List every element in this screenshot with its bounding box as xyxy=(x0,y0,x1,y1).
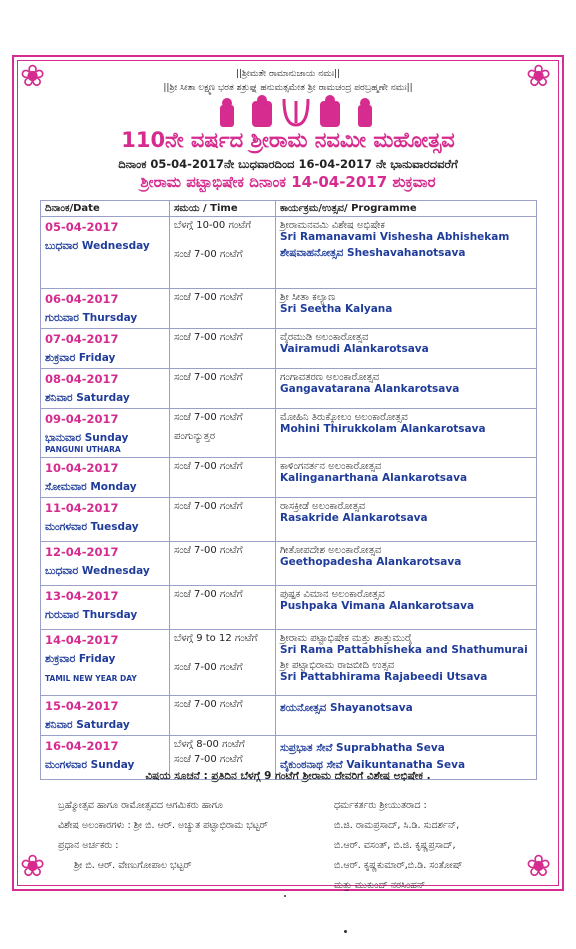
coronation-date: ಶ್ರೀರಾಮ ಪಟ್ಟಾಭಿಷೇಕ ದಿನಾಂಕ 14-04-2017 ಶುಕ್ರವಾರ xyxy=(140,173,436,191)
date-cell xyxy=(41,458,170,498)
event-note: TAMIL NEW YEAR DAY xyxy=(45,674,137,683)
event-time: ಸಂಜೆ 7-00 ಗಂಟೆಗೆ xyxy=(174,461,243,472)
programme-name-en: Gangavatarana Alankarotsava xyxy=(280,383,460,395)
programme-name-en: Sri Seetha Kalyana xyxy=(280,303,393,315)
event-time: ಸಂಜೆ 7-00 ಗಂಟೆಗೆ xyxy=(174,249,243,260)
event-time: ಸಂಜೆ 7-00 ಗಂಟೆಗೆ xyxy=(174,699,243,710)
event-day: ಮಂಗಳವಾರ Sunday xyxy=(45,759,135,771)
event-date: 08-04-2017 xyxy=(45,372,119,386)
programme-name: ಮೋಹಿನಿ ತಿರುಕ್ಕೋಲಂ ಅಲಂಕಾರೋತ್ಸವ xyxy=(280,412,408,423)
event-date: 10-04-2017 xyxy=(45,461,119,475)
table-row xyxy=(41,369,537,409)
time-cell xyxy=(170,458,276,498)
table-header-row xyxy=(41,201,537,217)
date-cell xyxy=(41,586,170,630)
floral-corner-icon: ❀ xyxy=(526,59,552,94)
programme-cell xyxy=(276,630,537,696)
event-date: 11-04-2017 xyxy=(45,501,119,515)
event-time: ಸಂಜೆ 7-00 ಗಂಟೆಗೆ xyxy=(174,754,243,765)
event-time: ಸಂಜೆ 7-00 ಗಂಟೆಗೆ xyxy=(174,589,243,600)
event-date: 09-04-2017 xyxy=(45,412,119,426)
event-time: ಸಂಜೆ 7-00 ಗಂಟೆಗೆ xyxy=(174,501,243,512)
event-time: ಸಂಜೆ 7-00 ಗಂಟೆಗೆ xyxy=(174,412,243,423)
event-day: ಶನಿವಾರ Saturday xyxy=(45,719,130,731)
event-time: ಸಂಜೆ 7-00 ಗಂಟೆಗೆ xyxy=(174,662,243,673)
floral-corner-icon: ❀ xyxy=(526,849,552,884)
time-cell xyxy=(170,369,276,409)
deity-icon xyxy=(216,95,376,129)
event-time: ಬೆಳಗ್ಗೆ 10-00 ಗಂಟೆಗೆ xyxy=(174,220,252,231)
event-day: ಗುರುವಾರ Thursday xyxy=(45,609,138,621)
programme-cell xyxy=(276,409,537,458)
event-date: 06-04-2017 xyxy=(45,292,119,306)
programme-cell xyxy=(276,329,537,369)
speck xyxy=(344,930,347,933)
programme-name: ಶಯನೋತ್ಸವ Shayanotsava xyxy=(280,702,413,714)
event-date: 16-04-2017 xyxy=(45,739,119,753)
programme-cell xyxy=(276,369,537,409)
time-cell xyxy=(170,630,276,696)
speck xyxy=(284,895,286,897)
time-cell xyxy=(170,586,276,630)
programme-name: ಶೇಷವಾಹನೋತ್ಸವ Sheshavahanotsava xyxy=(280,247,466,259)
event-date: 14-04-2017 xyxy=(45,633,119,647)
footer-line: ಬಿ.ಆರ್. ವಸಂತ್, ಬಿ.ಜಿ. ಕೃಷ್ಣಪ್ರಸಾದ್, xyxy=(334,840,456,851)
footer-trustees xyxy=(334,796,544,896)
programme-name: ಶ್ರೀರಾಮ ಪಟ್ಟಾಭಿಷೇಕ ಮತ್ತು ಶಾತ್ತುಮುರೈ xyxy=(280,633,413,644)
event-note: PANGUNI UTHARA xyxy=(45,445,121,454)
event-time: ಬೆಳಗ್ಗೆ 9 to 12 ಗಂಟೆಗೆ xyxy=(174,633,258,644)
footer-line: ಬ್ರಹ್ಮೋತ್ಸವ ಹಾಗೂ ರಾಮೋತ್ಸವದ ಆಗಮಿಕರು ಹಾಗೂ xyxy=(58,800,223,811)
table-row xyxy=(41,630,537,696)
schedule-table xyxy=(40,200,537,780)
programme-name-en: Kalinganarthana Alankarotsava xyxy=(280,472,468,484)
programme-name-en: Rasakride Alankarotsava xyxy=(280,512,428,524)
event-time: ಸಂಜೆ 7-00 ಗಂಟೆಗೆ xyxy=(174,292,243,303)
table-row xyxy=(41,586,537,630)
event-date: 15-04-2017 xyxy=(45,699,119,713)
event-day: ಬುಧವಾರ Wednesday xyxy=(45,240,150,252)
date-cell xyxy=(41,630,170,696)
footer-line: ಶ್ರೀ ಬಿ. ಆರ್. ವೇಣುಗೋಪಾಲ ಭಟ್ಟರ್ xyxy=(74,860,192,871)
time-cell xyxy=(170,409,276,458)
programme-name: ಶ್ರೀ ಪಟ್ಟಾಭಿರಾಮ ರಾಜಬೀದಿ ಉತ್ಸವ xyxy=(280,660,395,671)
programme-name: ವೈಕುಂಠನಾಥ ಸೇವೆ Vaikuntanatha Seva xyxy=(280,759,466,771)
event-time: ಬೆಳಗ್ಗೆ 8-00 ಗಂಟೆಗೆ xyxy=(174,739,245,750)
header-line-2: ||ಶ್ರೀ ಸೀತಾ ಲಕ್ಷ್ಮಣ ಭರತ ಶತ್ರುಘ್ನ ಹನುಮತ್ಸಮೇತ ಶ್ರೀ ರಾಮಚಂದ್ರ ಪರಬ್ರಹ್ಮಣೇ ನಮಃ|| xyxy=(163,83,413,93)
table-row xyxy=(41,542,537,586)
date-range: ದಿನಾಂಕ 05-04-2017ನೇ ಬುಧವಾರದಿಂದ 16-04-2017 ನೇ ಭಾನುವಾರದವರೆಗೆ xyxy=(118,157,458,171)
programme-name: ಗಂಗಾವತರಣ ಅಲಂಕಾರೋತ್ಸವ xyxy=(280,372,380,383)
date-cell xyxy=(41,329,170,369)
programme-name: ಕಾಳಿಂಗನರ್ತನ ಅಲಂಕಾರೋತ್ಸವ xyxy=(280,461,382,472)
table-body xyxy=(41,217,537,780)
table-row xyxy=(41,217,537,289)
header-line-1: ||ಶ್ರೀಮತೇ ರಾಮಾನುಜಾಯ ನಮಃ|| xyxy=(235,69,341,79)
programme-name: ವೈರಮುಡಿ ಅಲಂಕಾರೋತ್ಸವ xyxy=(280,332,369,343)
time-cell xyxy=(170,329,276,369)
event-time: ಸಂಜೆ 7-00 ಗಂಟೆಗೆ xyxy=(174,372,243,383)
programme-name: ರಾಸಕ್ರೀಡೆ ಅಲಂಕಾರೋತ್ಸವ xyxy=(280,501,366,512)
programme-name: ಶ್ರೀ ಸೀತಾ ಕಲ್ಯಾಣ xyxy=(280,292,336,303)
time-cell xyxy=(170,498,276,542)
programme-cell xyxy=(276,217,537,289)
table-row xyxy=(41,696,537,736)
event-date: 07-04-2017 xyxy=(45,332,119,346)
event-time: ಸಂಜೆ 7-00 ಗಂಟೆಗೆ xyxy=(174,332,243,343)
date-cell xyxy=(41,696,170,736)
programme-cell xyxy=(276,458,537,498)
event-day: ಮಂಗಳವಾರ Tuesday xyxy=(45,521,139,533)
column-header: ಸಮಯ / Time xyxy=(170,201,276,217)
event-day: ಸೋಮವಾರ Monday xyxy=(45,481,137,493)
floral-corner-icon: ❀ xyxy=(20,59,46,94)
programme-name-en: Pushpaka Vimana Alankarotsava xyxy=(280,600,475,612)
programme-name: ಶ್ರೀರಾಮನವಮಿ ವಿಶೇಷ ಅಭಿಷೇಕ xyxy=(280,220,385,231)
event-date: 13-04-2017 xyxy=(45,589,119,603)
programme-name-en: Sri Rama Pattabhisheka and Shathumurai xyxy=(280,644,528,656)
table-row xyxy=(41,329,537,369)
programme-name: ಗೀತೋಪದೇಶ ಅಲಂಕಾರೋತ್ಸವ xyxy=(280,545,382,556)
table-row xyxy=(41,289,537,329)
footer-line: ಬಿ.ಜಿ. ರಾಮಪ್ರಸಾದ್, ಸಿ.ಡಿ. ಸುದರ್ಶನ್, xyxy=(334,820,460,831)
table-row xyxy=(41,498,537,542)
table-row xyxy=(41,409,537,458)
table-row xyxy=(41,458,537,498)
event-day: ಶನಿವಾರ Saturday xyxy=(45,392,130,404)
date-cell xyxy=(41,289,170,329)
programme-cell xyxy=(276,586,537,630)
event-time: ಸಂಜೆ 7-00 ಗಂಟೆಗೆ xyxy=(174,545,243,556)
footer-priests xyxy=(58,796,308,876)
programme-name-en: Sri Ramanavami Vishesha Abhishekam xyxy=(280,231,510,243)
time-cell xyxy=(170,217,276,289)
footer-line: ವಿಶೇಷ ಅಲಂಕಾರಗಳು : ಶ್ರೀ ಬಿ. ಆರ್. ಅಚ್ಯುತ ಪಟ್ಟಾಭಿರಾಮ ಭಟ್ಟರ್ xyxy=(58,820,268,831)
column-header: ಕಾರ್ಯಕ್ರಮ/ಉತ್ಸವ/ Programme xyxy=(276,201,537,217)
event-day: ಶುಕ್ರವಾರ Friday xyxy=(45,653,116,665)
date-cell xyxy=(41,217,170,289)
programme-name-en: Sri Pattabhirama Rajabeedi Utsava xyxy=(280,671,488,683)
footer-line: ಪ್ರಧಾನ ಅರ್ಚಕರು : xyxy=(58,840,119,851)
special-note: ವಿಷಯ ಸೂಚನೆ : ಪ್ರತಿದಿನ ಬೆಳಗ್ಗೆ 9 ಗಂಟೆಗೆ ಶ್ರೀರಾಮ ದೇವರಿಗೆ ವಿಶೇಷ ಅಭಿಷೇಕ . xyxy=(145,770,431,782)
programme-name-en: Geethopadesha Alankarotsava xyxy=(280,556,462,568)
date-cell xyxy=(41,369,170,409)
event-date: 05-04-2017 xyxy=(45,220,119,234)
programme-cell xyxy=(276,498,537,542)
floral-corner-icon: ❀ xyxy=(20,849,46,884)
footer-line: ಧರ್ಮಕರ್ತರು ಶ್ರೀಯುತರಾದ : xyxy=(334,800,427,811)
date-cell xyxy=(41,409,170,458)
programme-cell xyxy=(276,289,537,329)
event-time: ಪಂಗುನ್ಯುತ್ತರ xyxy=(174,431,215,442)
programme-name: ಸುಪ್ರಭಾತ ಸೇವೆ Suprabhatha Seva xyxy=(280,742,445,754)
programme-cell xyxy=(276,542,537,586)
footer-line: ಬಿ.ಆರ್. ಕೃಷ್ಣಕುಮಾರ್,ಬಿ.ಡಿ. ಸಂತೋಷ್ xyxy=(334,860,463,871)
programme-name: ಪುಷ್ಪಕ ವಿಮಾನ ಅಲಂಕಾರೋತ್ಸವ xyxy=(280,589,385,600)
footer-line: ಮತ್ತು ಮುಕುಂದ್ ನರಸಿಂಹನ್ xyxy=(334,880,426,891)
date-cell xyxy=(41,542,170,586)
namam-icon xyxy=(284,99,308,125)
column-header: ದಿನಾಂಕ/Date xyxy=(41,201,170,217)
programme-name-en: Mohini Thirukkolam Alankarotsava xyxy=(280,423,486,435)
time-cell xyxy=(170,542,276,586)
page-title: 110ನೇ ವರ್ಷದ ಶ್ರೀರಾಮ ನವಮೀ ಮಹೋತ್ಸವ xyxy=(121,128,455,152)
event-date: 12-04-2017 xyxy=(45,545,119,559)
date-cell xyxy=(41,498,170,542)
time-cell xyxy=(170,696,276,736)
time-cell xyxy=(170,289,276,329)
programme-cell xyxy=(276,696,537,736)
programme-name-en: Vairamudi Alankarotsava xyxy=(280,343,429,355)
event-day: ಭಾನುವಾರ Sunday xyxy=(45,432,129,444)
event-day: ಬುಧವಾರ Wednesday xyxy=(45,565,150,577)
event-day: ಗುರುವಾರ Thursday xyxy=(45,312,138,324)
event-day: ಶುಕ್ರವಾರ Friday xyxy=(45,352,116,364)
